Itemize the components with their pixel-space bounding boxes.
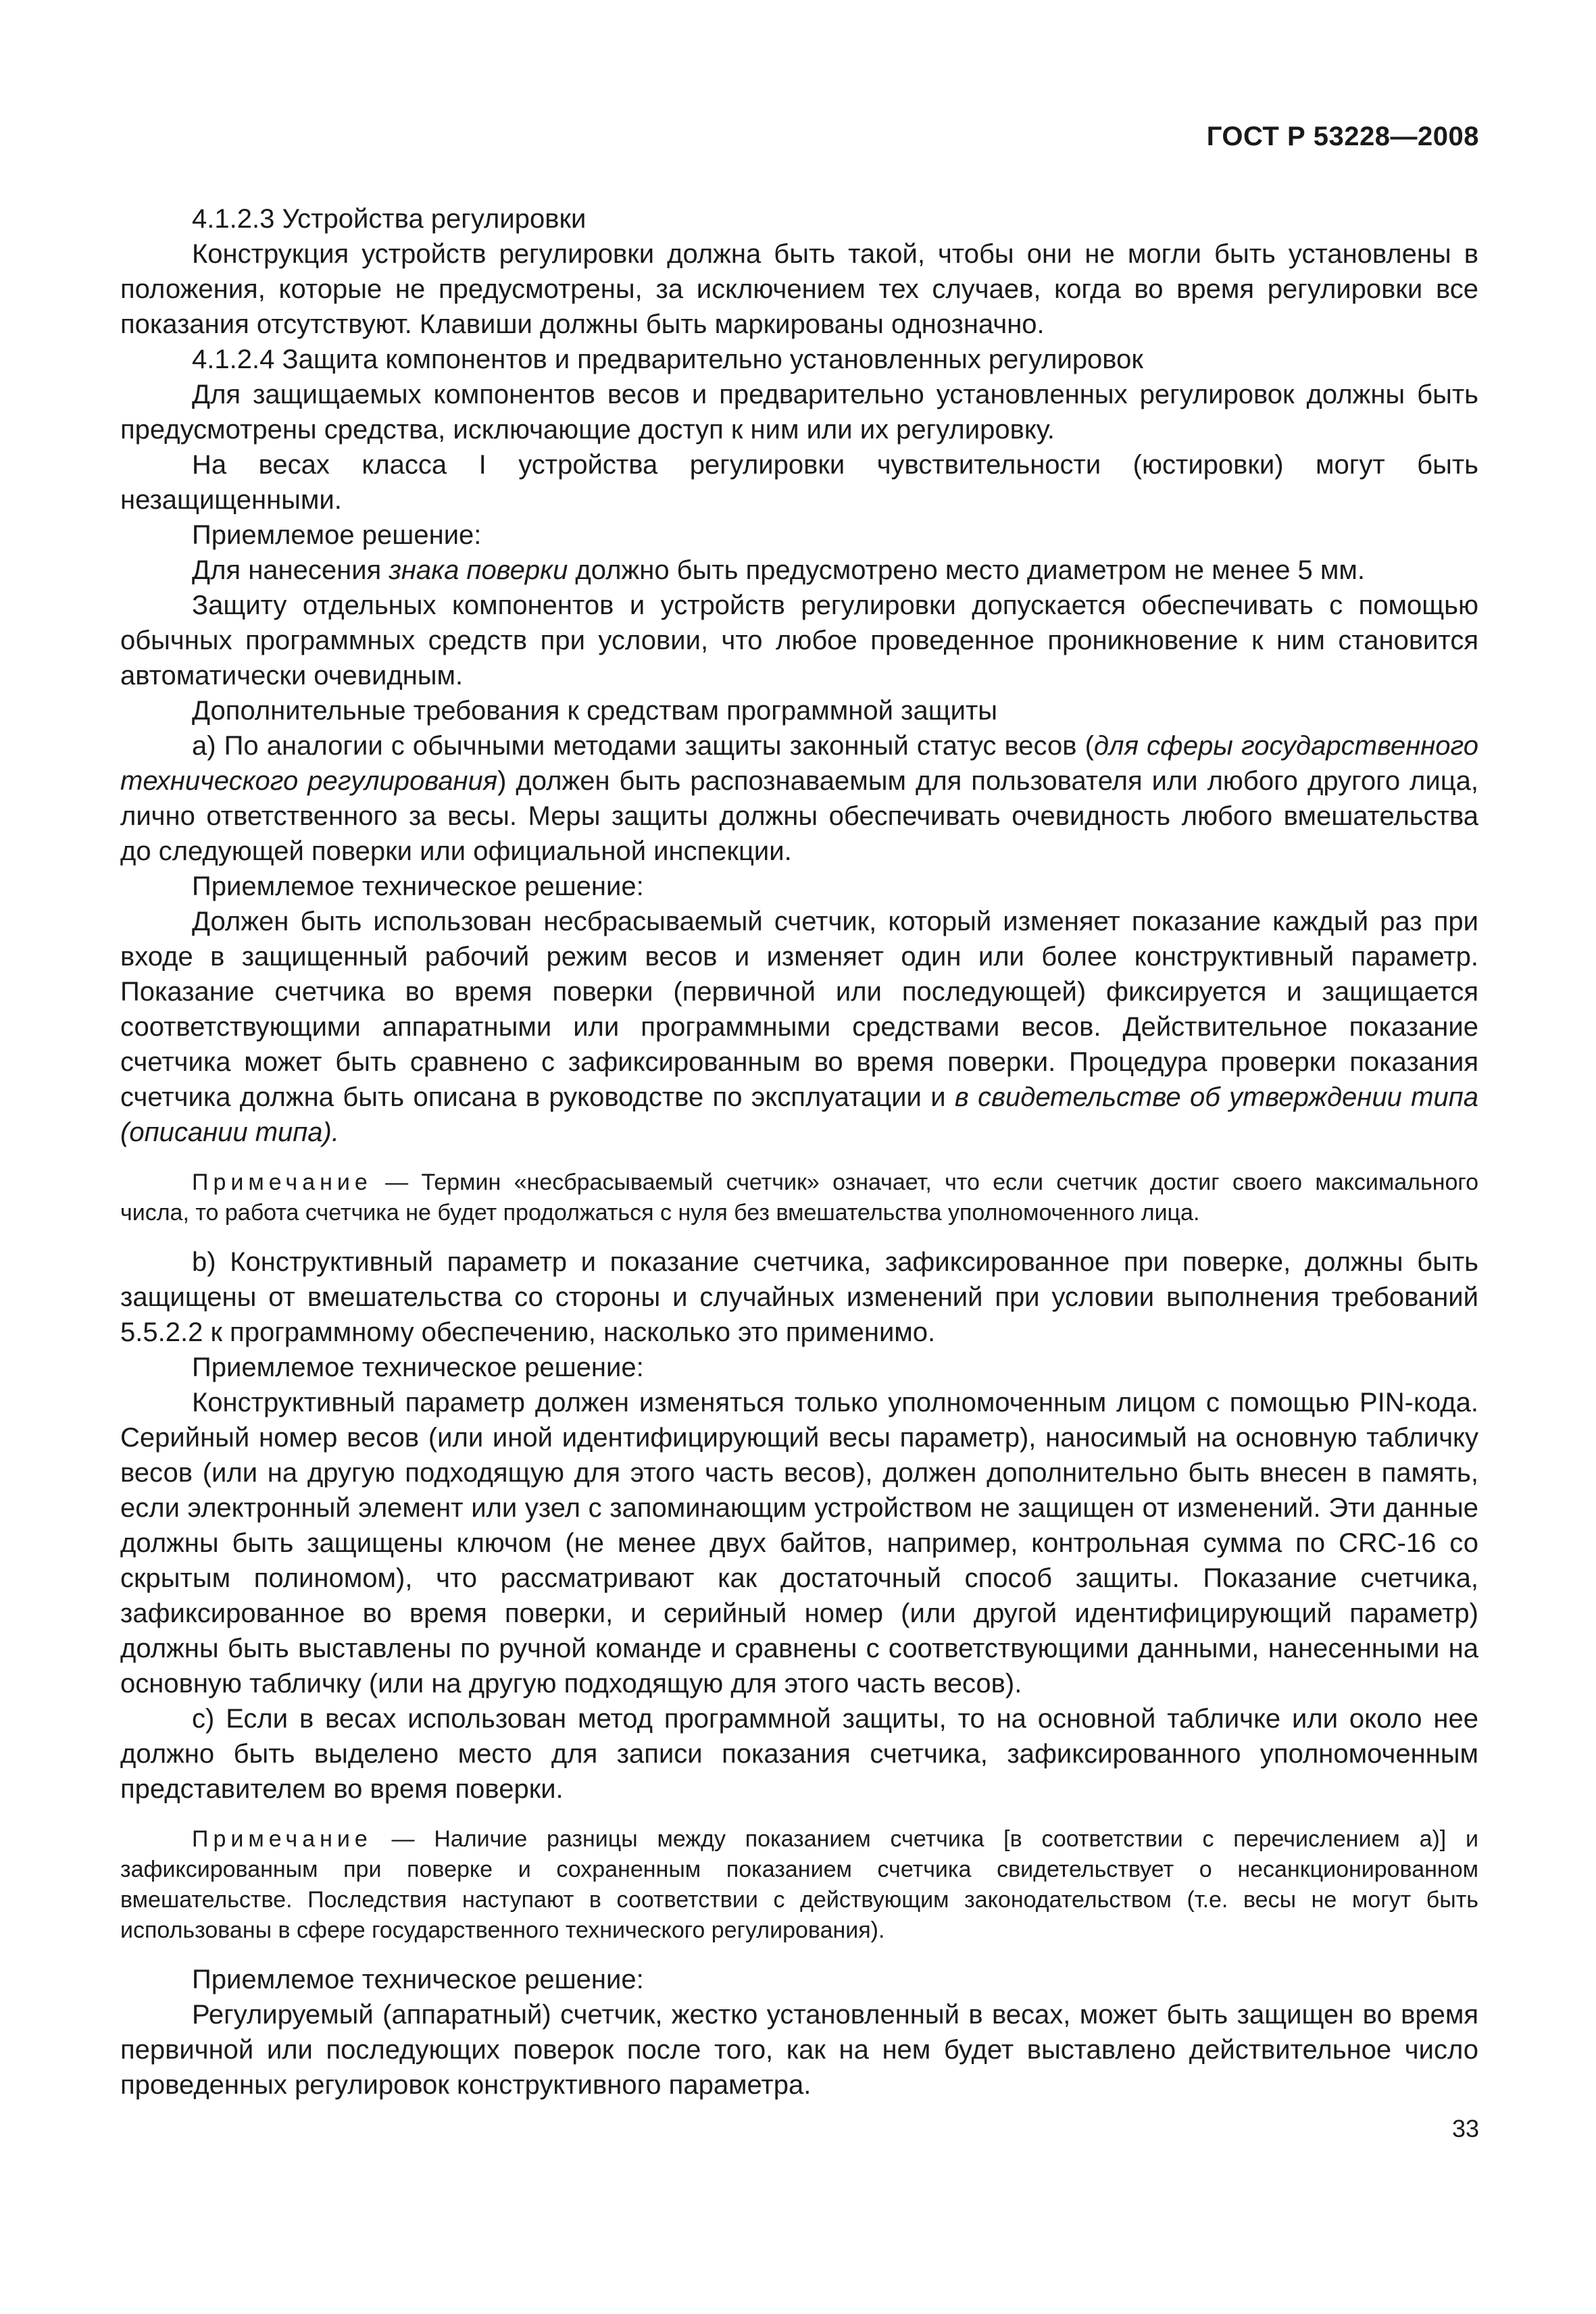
list-item-b: b) Конструктивный параметр и показание счетчика, зафиксированное при поверке, должны быть защищены от вмешательства со стороны и случайных изменений при условии выполнения требований 5.5.2.2 к программному обеспечению, насколько это применимо. bbox=[120, 1247, 1478, 1347]
italic-run: знака поверки bbox=[389, 555, 568, 585]
standard-header: ГОСТ Р 53228—2008 bbox=[1206, 122, 1479, 151]
italic-run: в свидетельстве об утверждении типа (описании типа). bbox=[120, 1082, 1478, 1147]
paragraph: Приемлемое решение: bbox=[192, 520, 482, 550]
paragraph: Приемлемое техническое решение: bbox=[192, 1353, 644, 1382]
note bbox=[120, 1824, 1478, 1946]
section-heading-4-1-2-3: 4.1.2.3 Устройства регулировки bbox=[192, 204, 587, 234]
paragraph: Защиту отдельных компонентов и устройств регулировки допускается обеспечивать с помощью обычных программных средств при условии, что любое проведенное проникновение к ним становится автоматически очевидным. bbox=[120, 590, 1478, 690]
paragraph: Приемлемое техническое решение: bbox=[192, 872, 644, 901]
note-label: Примечание bbox=[192, 1169, 372, 1195]
text-run: Для нанесения bbox=[192, 555, 389, 585]
paragraph: Конструкция устройств регулировки должна быть такой, чтобы они не могли быть установлены в положения, которые не предусмотрены, за исключением тех случаев, когда во время регулировки все показания отсутствуют. Клавиши должны быть маркированы однозначно. bbox=[120, 239, 1478, 339]
page-number: 33 bbox=[1451, 2115, 1479, 2142]
italic-run: для сферы государственного технического регулирования bbox=[120, 731, 1478, 796]
list-item-c: с) Если в весах использован метод программной защиты, то на основной табличке или около нее должно быть выделено место для записи показания счетчика, зафиксированного уполномоченным представителем во время поверки. bbox=[120, 1704, 1478, 1804]
paragraph: Регулируемый (аппаратный) счетчик, жестко установленный в весах, может быть защищен во время первичной или последующих поверок после того, как на нем будет выставлено действительное число проведенных регулировок конструктивного параметра. bbox=[120, 2000, 1478, 2100]
text-run: ) должен быть распознаваемым для пользователя или любого другого лица, лично ответственного за весы. Меры защиты должны обеспечивать очевидность любого вмешательства до следующей поверки или официальной инспекции. bbox=[120, 766, 1478, 866]
text-run: должно быть предусмотрено место диаметром не менее 5 мм. bbox=[568, 555, 1366, 585]
note bbox=[120, 1167, 1478, 1228]
note-text: — Термин «несбрасываемый счетчик» означает, что если счетчик достиг своего максимального числа, то работа счетчика не будет продолжаться с нуля без вмешательства уполномоченного лица. bbox=[120, 1169, 1478, 1226]
paragraph bbox=[120, 904, 1478, 1150]
paragraph: Приемлемое техническое решение: bbox=[192, 1965, 644, 1994]
paragraph: На весах класса I устройства регулировки чувствительности (юстировки) могут быть незащищенными. bbox=[120, 450, 1478, 515]
section-heading-4-1-2-4: 4.1.2.4 Защита компонентов и предварительно установленных регулировок bbox=[192, 345, 1143, 374]
text-run: а) По аналогии с обычными методами защиты законный статус весов ( bbox=[192, 731, 1094, 761]
list-item-a bbox=[120, 728, 1478, 869]
page-body bbox=[120, 201, 1478, 2103]
paragraph: Дополнительные требования к средствам программной защиты bbox=[192, 696, 998, 726]
paragraph: Конструктивный параметр должен изменяться только уполномоченным лицом с помощью PIN-кода. Серийный номер весов (или иной идентифицирующий весы параметр), наносимый на основную табличку весов (или на другую подходящую для этого часть весов), должен дополнительно быть внесен в память, если электронный элемент или узел с запоминающим устройством не защищен от изменений. Эти данные должны быть защищены ключом (не менее двух байтов, например, контрольная сумма по CRC-16 со скрытым полиномом), что рассматривают как достаточный способ защиты. Показание счетчика, зафиксированное во время поверки, и серийный номер (или другой идентифицирующий параметр) должны быть выставлены по ручной команде и сравнены с соответствующими данными, нанесенными на основную табличку (или на другую подходящую для этого часть весов). bbox=[120, 1388, 1478, 1699]
paragraph bbox=[120, 553, 1478, 588]
text-run: Должен быть использован несбрасываемый счетчик, который изменяет показание каждый раз при входе в защищенный рабочий режим весов и изменяет один или более конструктивный параметр. Показание счетчика во время поверки (первичной или последующей) фиксируется и защищается соответствующими аппаратными или программными средствами весов. Действительное показание счетчика может быть сравнено с зафиксированным во время поверки. Процедура проверки показания счетчика должна быть описана в руководстве по эксплуатации и bbox=[120, 907, 1478, 1112]
note-label: Примечание bbox=[192, 1826, 372, 1852]
note-text: — Наличие разницы между показанием счетчика [в соответствии с перечислением а)] и зафиксированным при поверке и сохраненным показанием счетчика свидетельствует о несанкционированном вмешательстве. Последствия наступают в соответствии с действующим законодательством (т.е. весы не могут быть использованы в сфере государственного технического регулирования). bbox=[120, 1826, 1478, 1943]
paragraph: Для защищаемых компонентов весов и предварительно установленных регулировок должны быть предусмотрены средства, исключающие доступ к ним или их регулировку. bbox=[120, 380, 1478, 445]
